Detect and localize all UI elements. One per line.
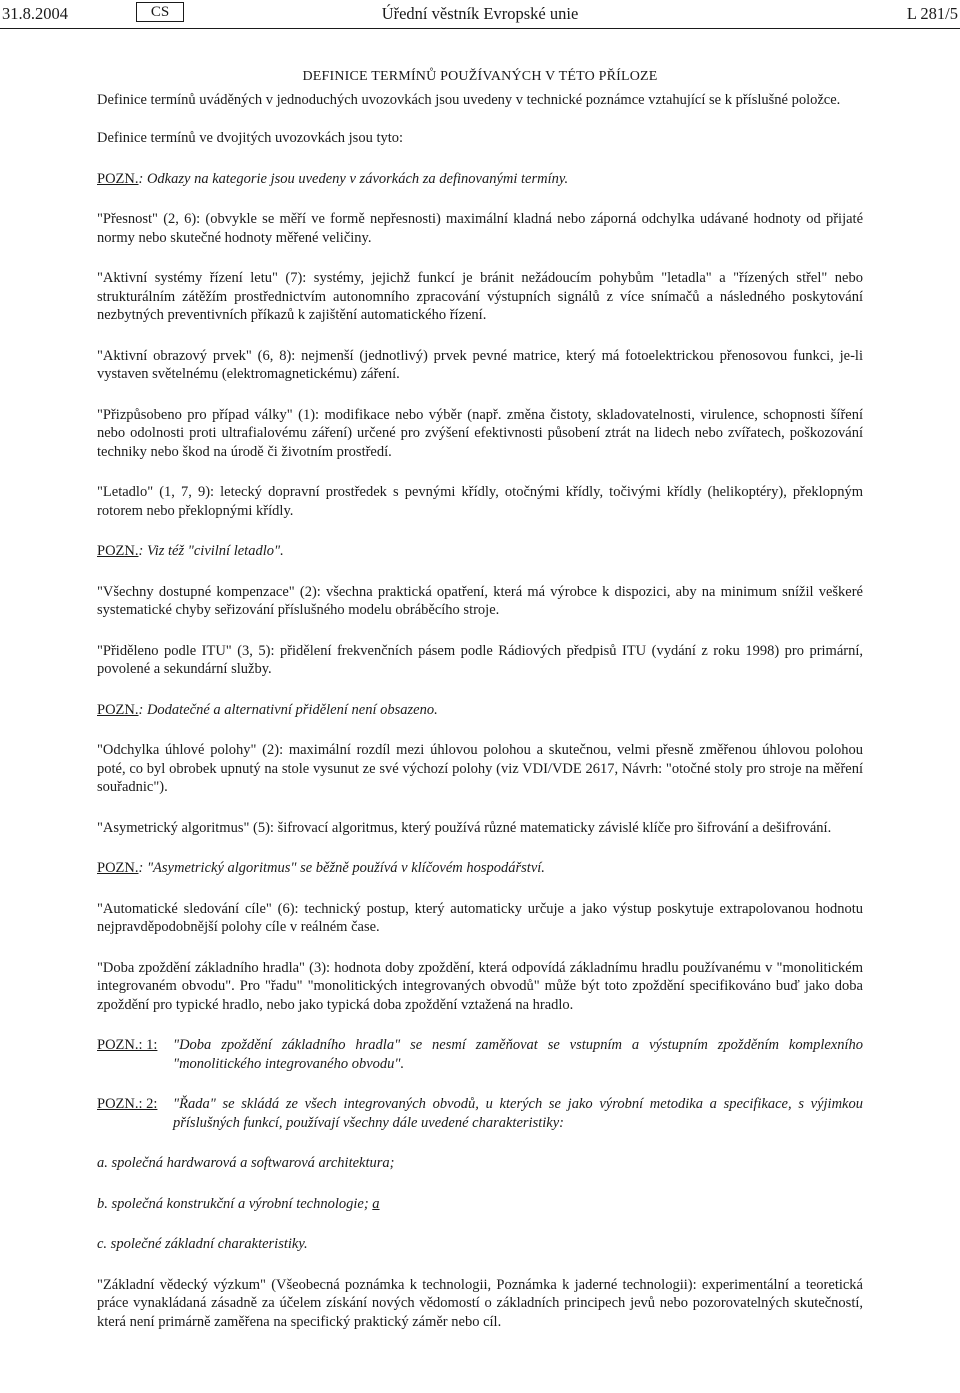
definition: "Doba zpoždění základního hradla" (3): hodnota doby zpoždění, která odpovídá základnímu hradlu používanému v "monolitickém integrovaném obvodu". Pro "řadu" "monolitických integrovaných obvodů" může být toto zpoždění specifikováno buď jako doba zpoždění pro typické hradlo, nebo jako typická doba zpoždění vztažená na hradlo. <box>97 959 863 1013</box>
note-label: POZN. <box>97 860 139 876</box>
document-body <box>97 60 863 1353</box>
numbered-note <box>97 1095 863 1132</box>
note-text: "Doba zpoždění základního hradla" se nesmí zaměňovat se vstupním a výstupním zpožděním komplexního "monolitického integrovaného obvodu". <box>173 1037 863 1072</box>
note-label: POZN. <box>97 543 139 559</box>
numbered-note <box>97 1036 863 1073</box>
definition: "Letadlo" (1, 7, 9): letecký dopravní prostředek s pevnými křídly, otočnými křídly, točivými křídly (helikoptéry), překlopným rotorem nebo překlopnými křídly. <box>97 484 863 519</box>
definition: "Základní vědecký výzkum" (Všeobecná poznámka k technologii, Poznámka k jaderné technologii): experimentální a teoretická práce vynakládaná zásadně za účelem získání nových vědomostí o základních principech jevů nebo pozorovatelných skutečností, která není primárně zaměřena na specifický praktický záměr nebo cíl. <box>97 1276 863 1330</box>
note <box>97 170 863 189</box>
note-text: : Dodatečné a alternativní přidělení není obsazeno. <box>138 701 438 718</box>
journal-title: Úřední věstník Evropské unie <box>381 4 579 23</box>
definition: "Automatické sledování cíle" (6): technický postup, který automaticky určuje a jako výstup poskytuje extrapolovanou hodnotu nejpravděpodobnější polohy cíle v reálném čase. <box>97 900 863 935</box>
note <box>97 542 863 561</box>
note-label: POZN.: 2: <box>97 1096 158 1112</box>
page-number: L 281/5 <box>906 4 958 23</box>
list-item-text: b. společná konstrukční a výrobní technologie; <box>97 1195 373 1212</box>
definition: "Asymetrický algoritmus" (5): šifrovací algoritmus, který používá různé matematicky závislé klíče pro šifrování a dešifrování. <box>97 819 832 836</box>
section-title: DEFINICE TERMÍNŮ POUŽÍVANÝCH V TÉTO PŘÍLOZE <box>302 69 658 84</box>
definition: "Všechny dostupné kompenzace" (2): všechna praktická opatření, která má výrobce k dispozici, aby na minimum snížil veškeré systematické chyby seřizování příslušného modelu obráběcího stroje. <box>97 583 863 618</box>
note <box>97 859 863 878</box>
definition: "Přiděleno podle ITU" (3, 5): přidělení frekvenčních pásem podle Rádiových předpisů ITU (vydání z roku 1998) pro primární, povolené a sekundární služby. <box>97 642 863 677</box>
note-text: : Odkazy na kategorie jsou uvedeny v závorkách za definovanými termíny. <box>138 170 569 187</box>
note-label: POZN.: 1: <box>97 1037 158 1053</box>
note-label: POZN. <box>97 170 139 187</box>
note-text: : "Asymetrický algoritmus" se běžně používá v klíčovém hospodářství. <box>138 860 545 876</box>
note-label: POZN. <box>97 701 139 718</box>
language-badge: CS <box>136 2 184 22</box>
list-item-conjunction: a <box>372 1195 380 1212</box>
note-text: "Řada" se skládá ze všech integrovaných obvodů, u kterých se jako výrobní metodika a specifikace, s výjimkou příslušných funkcí, používají všechny dále uvedené charakteristiky: <box>173 1096 863 1131</box>
publication-date: 31.8.2004 <box>2 4 68 23</box>
intro-paragraph: Definice termínů uváděných v jednoduchých uvozovkách jsou uvedeny v technické poznámce vztahující se k příslušné položce. <box>97 91 841 108</box>
header-rule <box>0 28 960 29</box>
page-header <box>0 4 960 28</box>
list-item <box>97 1195 863 1214</box>
definition: "Přizpůsobeno pro případ války" (1): modifikace nebo výběr (např. změna čistoty, skladovatelnosti, virulence, schopnosti šíření nebo odolnosti proti ultrafialovému záření) určené pro zvýšení efektivnosti působení ztrát na lidech nebo zvířatech, poškozování techniky nebo škod na úrodě či životním prostředí. <box>97 406 863 460</box>
note <box>97 701 863 720</box>
intro-paragraph-2: Definice termínů ve dvojitých uvozovkách jsou tyto: <box>97 130 404 146</box>
definition: "Aktivní systémy řízení letu" (7): systémy, jejichž funkcí je bránit nežádoucím pohybům "letadla" a "řízených střel" nebo strukturálním zátěžím prostřednictvím autonomního zpracování výstupních signálů z více snímačů a následného poskytování nezbytných preventivních příkazů k zajištění automatického řízení. <box>97 270 863 323</box>
definition: "Přesnost" (2, 6): (obvykle se měří ve formě nepřesnosti) maximální kladná nebo záporná odchylka udávané hodnoty od přijaté normy nebo skutečné hodnoty měřené veličiny. <box>97 211 863 246</box>
note-text: : Viz též "civilní letadlo". <box>138 543 284 559</box>
list-item: c. společné základní charakteristiky. <box>97 1236 308 1252</box>
list-item: a. společná hardwarová a softwarová architektura; <box>97 1155 395 1171</box>
definition: "Aktivní obrazový prvek" (6, 8): nejmenší (jednotlivý) prvek pevné matrice, který má fotoelektrickou přenosovou funkci, je-li vystaven světelnému (elektromagnetickému) záření. <box>97 347 863 382</box>
definition: "Odchylka úhlové polohy" (2): maximální rozdíl mezi úhlovou polohou a skutečnou, velmi přesně změřenou úhlovou polohou poté, co byl obrobek upnutý na stole vysunut ze své výchozí polohy (viz VDI/VDE 2617, Návrh: "otočné stoly pro stroje na měření souřadnic"). <box>97 742 863 795</box>
